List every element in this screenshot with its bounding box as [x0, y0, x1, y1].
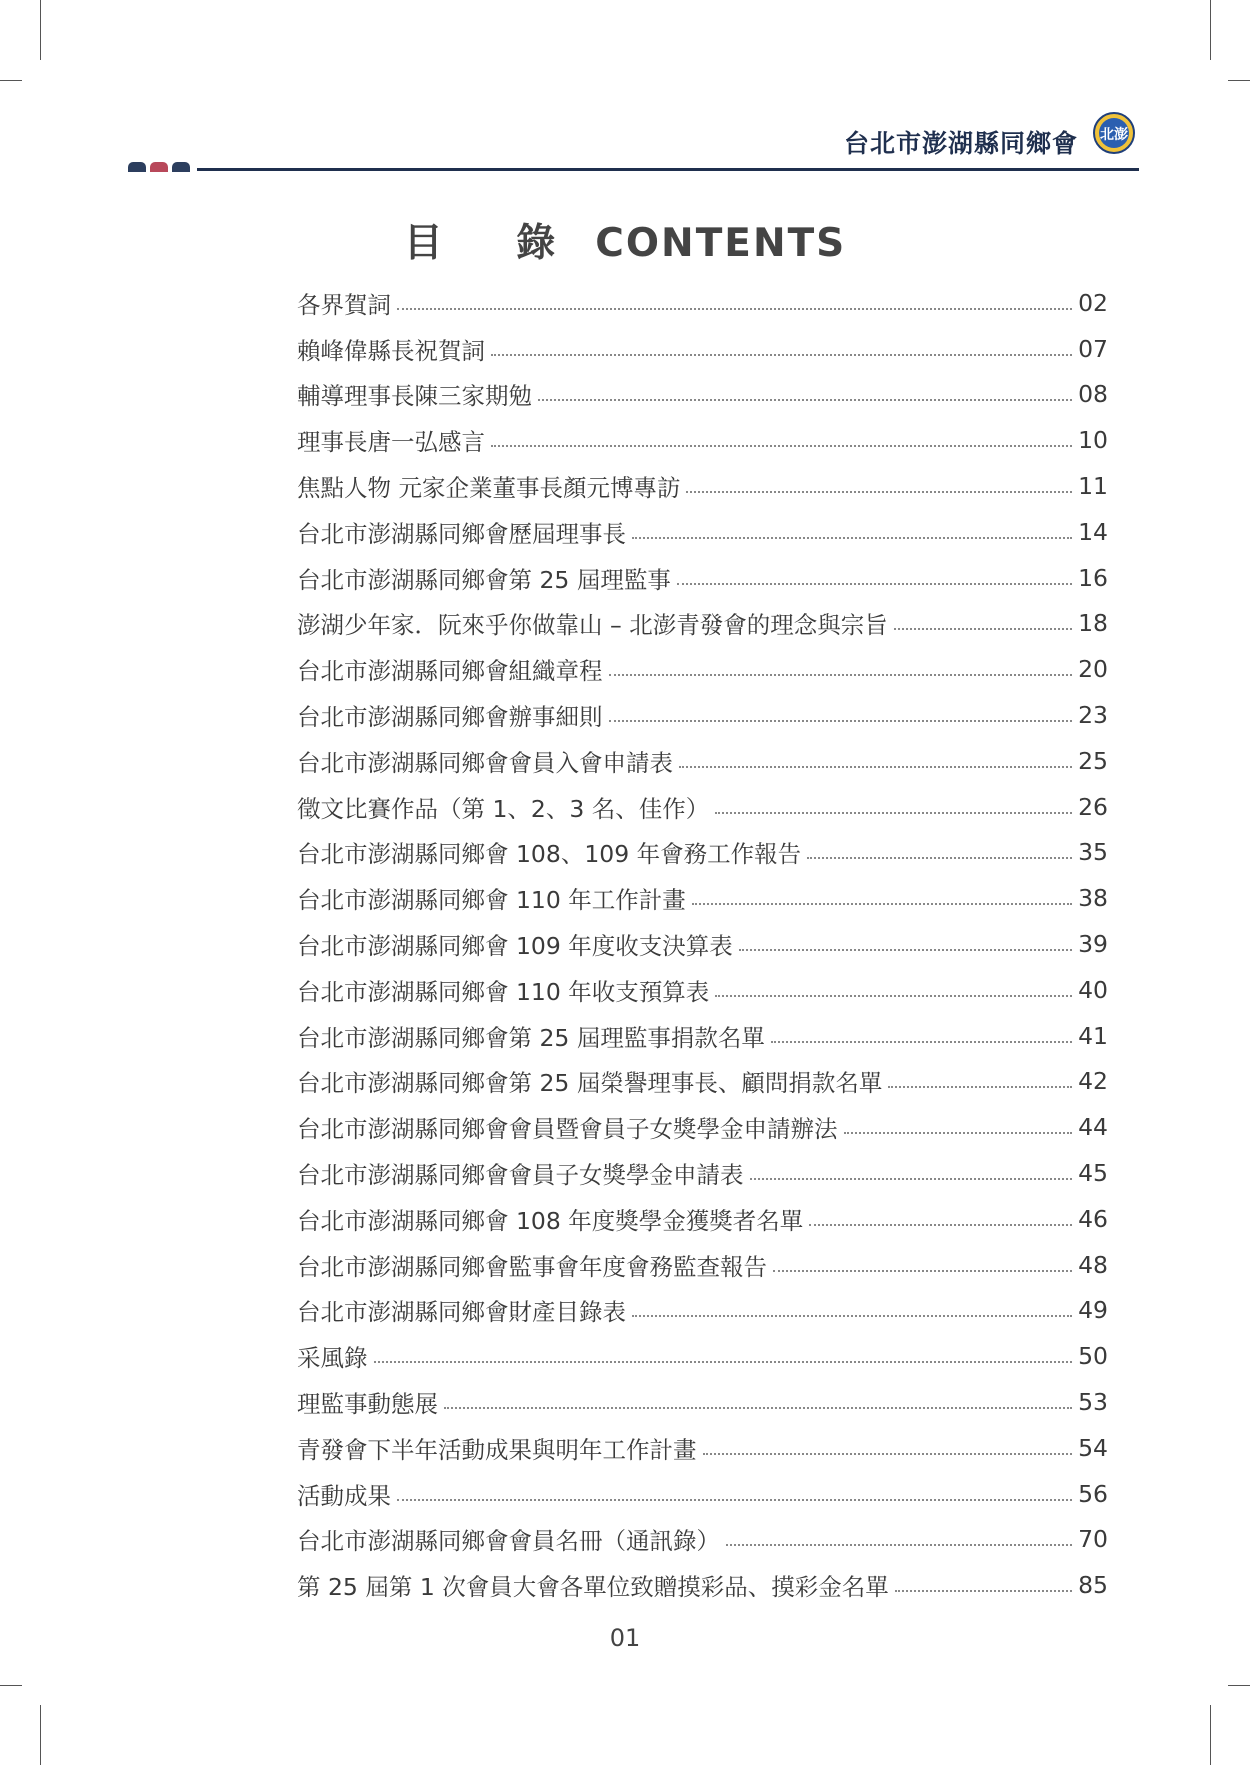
- toc-item-page: 44: [1078, 1113, 1108, 1142]
- toc-item[interactable]: [297, 738, 1108, 784]
- toc-item-page: 40: [1078, 975, 1108, 1004]
- toc-leader-dots: [807, 857, 1072, 859]
- toc-item[interactable]: [297, 601, 1108, 647]
- association-emblem-icon: [1092, 111, 1136, 155]
- toc-leader-dots: [632, 537, 1072, 539]
- toc-item-title: 台北市澎湖縣同鄉會 110 年工作計畫: [297, 886, 686, 915]
- page-number: 01: [609, 1624, 641, 1652]
- toc-item-title: 青發會下半年活動成果與明年工作計畫: [297, 1435, 697, 1464]
- toc-item-title: 賴峰偉縣長祝賀詞: [297, 336, 485, 365]
- toc-leader-dots: [632, 1315, 1072, 1317]
- toc-leader-dots: [679, 766, 1072, 768]
- toc-leader-dots: [397, 1499, 1072, 1501]
- toc-item-page: 48: [1078, 1250, 1108, 1279]
- toc-item[interactable]: [297, 1150, 1108, 1196]
- toc-item-page: 16: [1078, 563, 1108, 592]
- toc-leader-dots: [692, 903, 1072, 905]
- toc-leader-dots: [491, 354, 1072, 356]
- toc-item[interactable]: [297, 692, 1108, 738]
- crop-mark-bottom-right-horizontal: [1228, 1685, 1250, 1686]
- toc-item[interactable]: [297, 326, 1108, 372]
- toc-item-page: 41: [1078, 1021, 1108, 1050]
- toc-item-page: 07: [1078, 334, 1108, 363]
- toc-item-page: 45: [1078, 1159, 1108, 1188]
- crop-mark-bottom-left-vertical: [40, 1705, 41, 1765]
- toc-item[interactable]: [297, 372, 1108, 418]
- toc-leader-dots: [739, 949, 1072, 951]
- toc-item[interactable]: [297, 509, 1108, 555]
- toc-item[interactable]: [297, 1059, 1108, 1105]
- toc-leader-dots: [895, 1590, 1072, 1592]
- logo-text: 北澎: [1100, 127, 1128, 143]
- toc-leader-dots: [609, 720, 1073, 722]
- toc-leader-dots: [715, 995, 1072, 997]
- toc-item-page: 49: [1078, 1296, 1108, 1325]
- toc-leader-dots: [809, 1224, 1072, 1226]
- toc-item[interactable]: [297, 463, 1108, 509]
- toc-leader-dots: [609, 674, 1073, 676]
- toc-leader-dots: [773, 1270, 1072, 1272]
- toc-item-title: 輔導理事長陳三家期勉: [297, 382, 532, 411]
- toc-item-page: 50: [1078, 1342, 1108, 1371]
- toc-item-page: 42: [1078, 1067, 1108, 1096]
- toc-item-title: 台北市澎湖縣同鄉會辦事細則: [297, 703, 603, 732]
- toc-leader-dots: [686, 491, 1072, 493]
- toc-leader-dots: [771, 1041, 1072, 1043]
- crop-mark-top-left-vertical: [40, 0, 41, 60]
- toc-item-page: 14: [1078, 517, 1108, 546]
- accent-bar: [128, 162, 146, 172]
- toc-item[interactable]: [297, 1196, 1108, 1242]
- toc-item-title: 台北市澎湖縣同鄉會 110 年收支預算表: [297, 977, 710, 1006]
- toc-item-page: 53: [1078, 1388, 1108, 1417]
- toc-item-title: 理監事動態展: [297, 1390, 438, 1419]
- toc-item-page: 38: [1078, 884, 1108, 913]
- toc-item[interactable]: [297, 921, 1108, 967]
- crop-mark-top-right-horizontal: [1228, 80, 1250, 81]
- toc-leader-dots: [538, 399, 1072, 401]
- toc-leader-dots: [844, 1132, 1073, 1134]
- toc-item-page: 25: [1078, 746, 1108, 775]
- toc-item-page: 56: [1078, 1479, 1108, 1508]
- toc-item-page: 11: [1078, 472, 1108, 501]
- toc-item-title: 台北市澎湖縣同鄉會會員子女獎學金申請表: [297, 1161, 744, 1190]
- toc-title-en: CONTENTS: [595, 221, 847, 266]
- toc-leader-dots: [726, 1544, 1072, 1546]
- toc-item[interactable]: [297, 1425, 1108, 1471]
- toc-item[interactable]: [297, 280, 1108, 326]
- toc-item[interactable]: [297, 1517, 1108, 1563]
- toc-item-title: 台北市澎湖縣同鄉會會員名冊（通訊錄）: [297, 1527, 720, 1556]
- toc-leader-dots: [703, 1453, 1073, 1455]
- toc-item-page: 20: [1078, 655, 1108, 684]
- toc-item[interactable]: [297, 1013, 1108, 1059]
- toc-item[interactable]: [297, 1242, 1108, 1288]
- toc-item-page: 35: [1078, 838, 1108, 867]
- crop-mark-top-right-vertical: [1210, 0, 1211, 60]
- toc-leader-dots: [374, 1361, 1073, 1363]
- accent-bar: [150, 162, 168, 172]
- toc-item-title: 台北市澎湖縣同鄉會 109 年度收支決算表: [297, 932, 733, 961]
- toc-item[interactable]: [297, 1288, 1108, 1334]
- toc-item-page: 46: [1078, 1204, 1108, 1233]
- toc-item-title: 理事長唐一弘感言: [297, 428, 485, 457]
- toc-item-title: 澎湖少年家．阮來乎你做靠山 – 北澎青發會的理念與宗旨: [297, 611, 888, 640]
- toc-item[interactable]: [297, 1379, 1108, 1425]
- toc-leader-dots: [888, 1086, 1072, 1088]
- toc-leader-dots: [715, 812, 1072, 814]
- crop-mark-bottom-right-vertical: [1210, 1705, 1211, 1765]
- toc-item-page: 26: [1078, 792, 1108, 821]
- crop-mark-top-left-horizontal: [0, 80, 22, 81]
- toc-item-title: 徵文比賽作品（第 1、2、3 名、佳作）: [297, 794, 710, 823]
- toc-item-title: 台北市澎湖縣同鄉會第 25 屆理監事: [297, 565, 671, 594]
- toc-item-title: 采風錄: [297, 1344, 368, 1373]
- toc-item[interactable]: [297, 555, 1108, 601]
- toc-item[interactable]: [297, 646, 1108, 692]
- toc-item[interactable]: [297, 1562, 1108, 1608]
- toc-leader-dots: [444, 1407, 1072, 1409]
- toc-item-page: 10: [1078, 426, 1108, 455]
- toc-leader-dots: [397, 308, 1072, 310]
- toc-item-title: 台北市澎湖縣同鄉會會員入會申請表: [297, 748, 673, 777]
- toc-item-title: 台北市澎湖縣同鄉會 108、109 年會務工作報告: [297, 840, 802, 869]
- toc-item-title: 焦點人物 元家企業董事長顏元博專訪: [297, 474, 681, 503]
- toc-item-page: 18: [1078, 609, 1108, 638]
- toc-item-title: 台北市澎湖縣同鄉會第 25 屆榮譽理事長、顧問捐款名單: [297, 1069, 883, 1098]
- toc-item[interactable]: [297, 417, 1108, 463]
- toc-item[interactable]: [297, 1471, 1108, 1517]
- toc-item-page: 08: [1078, 380, 1108, 409]
- toc-item[interactable]: [297, 875, 1108, 921]
- toc-leader-dots: [677, 583, 1072, 585]
- toc-item-title: 台北市澎湖縣同鄉會第 25 屆理監事捐款名單: [297, 1023, 765, 1052]
- toc-item-page: 85: [1078, 1571, 1108, 1600]
- toc-item-title: 台北市澎湖縣同鄉會會員暨會員子女獎學金申請辦法: [297, 1115, 838, 1144]
- toc-item-title: 第 25 屆第 1 次會員大會各單位致贈摸彩品、摸彩金名單: [297, 1573, 889, 1602]
- crop-mark-bottom-left-horizontal: [0, 1685, 22, 1686]
- toc-title-cjk: 目 錄: [403, 221, 586, 266]
- toc-leader-dots: [750, 1178, 1073, 1180]
- toc-item-page: 02: [1078, 288, 1108, 317]
- toc-item-title: 台北市澎湖縣同鄉會財產目錄表: [297, 1298, 626, 1327]
- toc-item[interactable]: [297, 784, 1108, 830]
- accent-bar: [172, 162, 190, 172]
- toc-item[interactable]: [297, 830, 1108, 876]
- toc-item[interactable]: [297, 1333, 1108, 1379]
- toc-item-page: 54: [1078, 1433, 1108, 1462]
- toc-item[interactable]: [297, 967, 1108, 1013]
- toc-item-page: 70: [1078, 1525, 1108, 1554]
- toc-leader-dots: [894, 628, 1072, 630]
- header-rule: [197, 168, 1139, 171]
- toc-leader-dots: [491, 445, 1072, 447]
- toc-item-title: 台北市澎湖縣同鄉會組織章程: [297, 657, 603, 686]
- header-title: 台北市澎湖縣同鄉會: [843, 129, 1078, 158]
- toc-item-page: 39: [1078, 930, 1108, 959]
- toc-list: [297, 280, 1108, 1608]
- toc-item-title: 活動成果: [297, 1481, 391, 1510]
- toc-item-title: 台北市澎湖縣同鄉會歷屆理事長: [297, 519, 626, 548]
- toc-item-title: 台北市澎湖縣同鄉會監事會年度會務監查報告: [297, 1252, 767, 1281]
- toc-item[interactable]: [297, 1104, 1108, 1150]
- toc-title: [0, 212, 1250, 268]
- toc-item-page: 23: [1078, 701, 1108, 730]
- toc-item-title: 台北市澎湖縣同鄉會 108 年度獎學金獲獎者名單: [297, 1206, 804, 1235]
- toc-item-title: 各界賀詞: [297, 290, 391, 319]
